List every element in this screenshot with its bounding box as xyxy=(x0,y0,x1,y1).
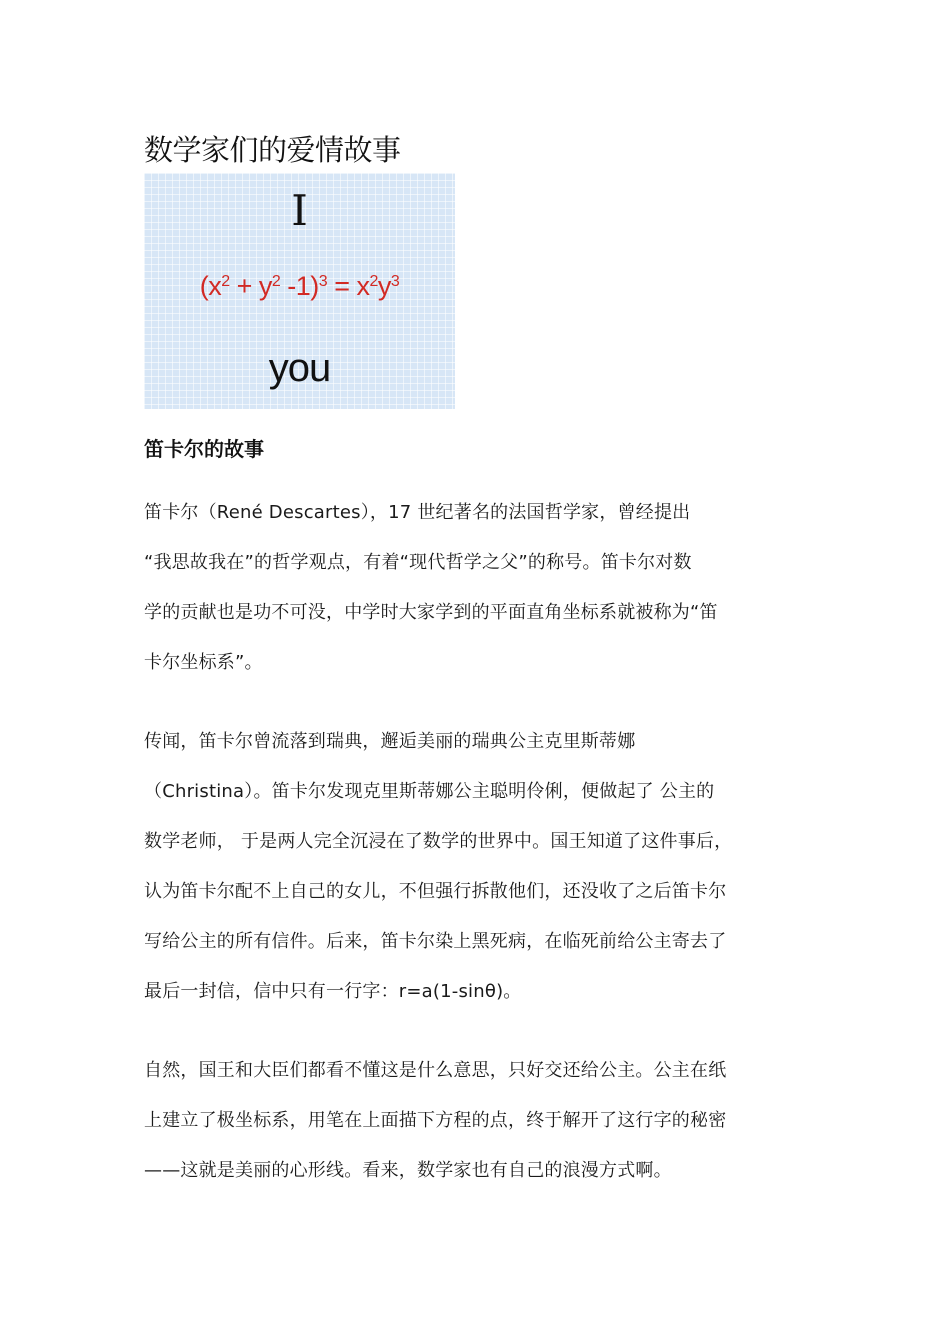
heart-equation-image xyxy=(144,173,455,409)
equation-part: y xyxy=(377,271,391,301)
equation-exponent: 2 xyxy=(221,273,230,290)
equation-exponent: 3 xyxy=(318,273,328,290)
paragraph xyxy=(144,717,804,1017)
document-title: 数学家们的爱情故事 xyxy=(144,133,401,167)
paragraph-line: 认为笛卡尔配不上自己的女儿，不但强行拆散他们，还没收了之后笛卡尔 xyxy=(144,881,727,902)
figure-bottom-text: you xyxy=(268,346,331,390)
section-title: 笛卡尔的故事 xyxy=(144,437,264,461)
equation-part: + y xyxy=(229,271,272,301)
paragraph-line: 学的贡献也是功不可没，中学时大家学到的平面直角坐标系就被称为“笛 xyxy=(144,602,718,623)
paragraph-line: 最后一封信，信中只有一行字：r=a(1-sinθ)。 xyxy=(144,981,522,1002)
equation-exponent: 3 xyxy=(390,273,400,290)
equation-part: -1) xyxy=(280,271,319,301)
equation-exponent: 2 xyxy=(271,273,281,290)
paragraph xyxy=(144,488,804,688)
paragraph-line: 上建立了极坐标系，用笔在上面描下方程的点，终于解开了这行字的秘密 xyxy=(144,1110,727,1131)
paragraph-line: ——这就是美丽的心形线。看来，数学家也有自己的浪漫方式啊。 xyxy=(144,1160,672,1181)
paragraph-line: 数学老师， 于是两人完全沉浸在了数学的世界中。国王知道了这件事后， xyxy=(144,831,733,852)
paragraph-line: “我思故我在”的哲学观点，有着“现代哲学之父”的称号。笛卡尔对数 xyxy=(144,552,692,573)
figure-top-text: I xyxy=(291,186,308,235)
paragraph xyxy=(144,1046,804,1196)
paragraph-line: 写给公主的所有信件。后来，笛卡尔染上黑死病，在临死前给公主寄去了 xyxy=(144,931,727,952)
equation-part: = x xyxy=(327,271,370,301)
paragraph-line: 自然，国王和大臣们都看不懂这是什么意思，只好交还给公主。公主在纸 xyxy=(144,1060,727,1081)
paragraph-line: 卡尔坐标系”。 xyxy=(144,652,263,673)
paragraph-line: 笛卡尔（René Descartes），17 世纪著名的法国哲学家，曾经提出 xyxy=(144,502,691,523)
paragraph-line: （Christina）。笛卡尔发现克里斯蒂娜公主聪明伶俐，便做起了 公主的 xyxy=(144,781,715,802)
equation-exponent: 2 xyxy=(369,273,378,290)
paragraph-line: 传闻，笛卡尔曾流落到瑞典，邂逅美丽的瑞典公主克里斯蒂娜 xyxy=(144,731,636,752)
heart-equation xyxy=(144,269,455,303)
equation-part: (x xyxy=(199,271,222,301)
